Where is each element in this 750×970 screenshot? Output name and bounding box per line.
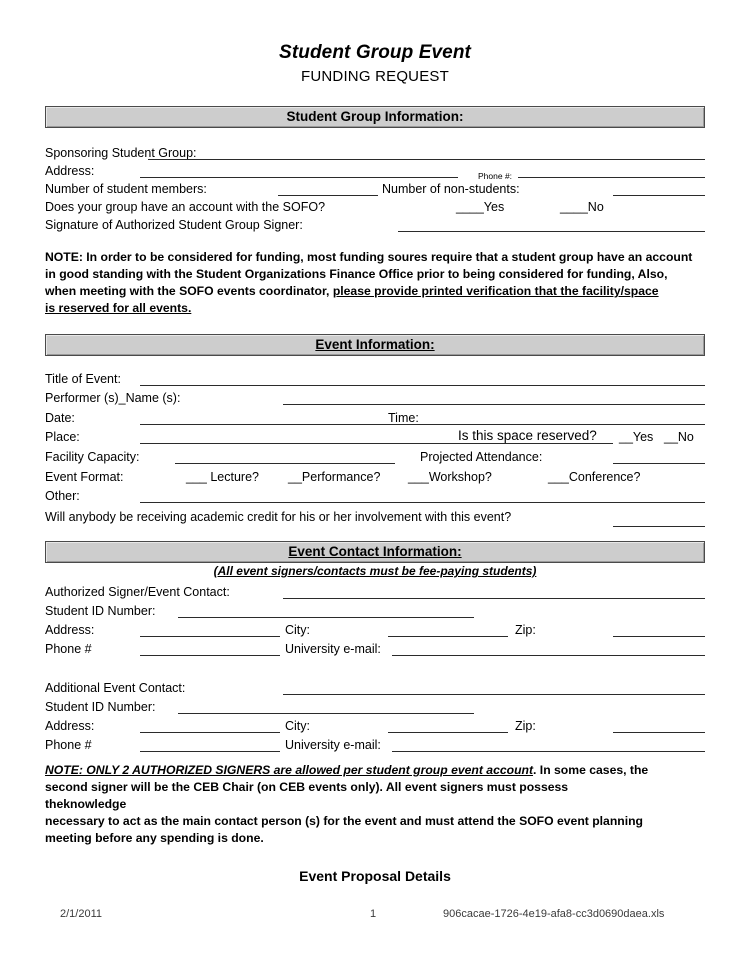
field-primary-student-id[interactable] — [178, 617, 474, 618]
note-funding-requirements — [45, 249, 705, 317]
field-address[interactable] — [140, 177, 458, 178]
note-signers-line-5: meeting before any spending is done. — [45, 831, 264, 845]
field-other[interactable] — [140, 502, 705, 503]
note-funding-line-3-plain: when meeting with the SOFO events coordinator, — [45, 284, 333, 298]
field-number-of-student-members[interactable] — [278, 195, 378, 196]
field-additional-zip[interactable] — [613, 732, 705, 733]
label-date: Date: — [45, 411, 75, 425]
field-sponsoring-student-group[interactable] — [148, 159, 705, 160]
label-primary-university-email: University e-mail: — [285, 642, 381, 656]
note-signers-line-3: theknowledge — [45, 797, 127, 811]
label-additional-zip: Zip: — [515, 719, 536, 733]
note-funding-line-1: NOTE: In order to be considered for funding, most funding soures require that a student group have an account — [45, 250, 693, 264]
page-subtitle: FUNDING REQUEST — [300, 68, 449, 85]
label-address: Address: — [45, 164, 95, 178]
note-funding-line-4-underlined: is reserved for all events. — [45, 301, 192, 315]
label-number-of-non-students: Number of non-students: — [382, 182, 520, 196]
field-date[interactable] — [140, 424, 705, 425]
label-primary-address: Address: — [45, 623, 95, 637]
label-authorized-signer-event-contact: Authorized Signer/Event Contact: — [45, 585, 230, 599]
label-event-format: Event Format: — [45, 470, 124, 484]
field-number-of-non-students[interactable] — [613, 195, 705, 196]
label-additional-city: City: — [285, 719, 310, 733]
section-header-student-group-information — [45, 106, 705, 128]
label-primary-phone: Phone # — [45, 642, 92, 656]
label-place: Place: — [45, 430, 80, 444]
label-facility-capacity: Facility Capacity: — [45, 450, 140, 464]
label-additional-phone: Phone # — [45, 738, 92, 752]
note-signers-line-2: second signer will be the CEB Chair (on CEB events only). All event signers must possess — [45, 780, 569, 794]
footer-date: 2/1/2011 — [60, 908, 103, 920]
option-sofo-account-no[interactable]: ____No — [560, 200, 604, 214]
page-title: Student Group Event — [279, 42, 471, 63]
field-facility-capacity[interactable] — [175, 463, 395, 464]
label-other: Other: — [45, 489, 80, 503]
label-sofo-account-question: Does your group have an account with the SOFO? — [45, 200, 326, 214]
field-primary-address[interactable] — [140, 636, 280, 637]
note-funding-line-3-underlined: please provide printed verification that the facility/space — [332, 284, 659, 298]
note-signers-line-4: necessary to act as the main contact person (s) for the event and must attend the SOFO event planning — [45, 814, 643, 828]
section-subtitle-fee-paying-students — [0, 564, 750, 578]
option-sofo-account-yes[interactable]: ____Yes — [456, 200, 505, 214]
bottom-heading-event-proposal-details: Event Proposal Details — [299, 868, 451, 884]
label-space-reserved-question: Is this space reserved? — [458, 428, 597, 443]
field-additional-phone[interactable] — [140, 751, 280, 752]
note-funding-line-2: in good standing with the Student Organizations Finance Office prior to being considered for funding, Also, — [45, 267, 668, 281]
section-header-event-information-label: Event Information: — [315, 337, 435, 352]
note-signers-line-1-underlined: NOTE: ONLY 2 AUTHORIZED SIGNERS are allowed per student group event account — [45, 763, 534, 777]
section-header-student-group-information-label: Student Group Information: — [286, 109, 464, 124]
field-additional-address[interactable] — [140, 732, 280, 733]
section-header-event-information — [45, 334, 705, 356]
field-performer-names[interactable] — [283, 404, 705, 405]
note-authorized-signers — [45, 762, 710, 847]
field-academic-credit[interactable] — [613, 526, 705, 527]
label-primary-zip: Zip: — [515, 623, 536, 637]
field-phone[interactable] — [518, 177, 705, 178]
label-primary-city: City: — [285, 623, 310, 637]
field-place[interactable] — [140, 443, 613, 444]
label-sponsoring-student-group: Sponsoring Student Group: — [45, 146, 197, 160]
label-additional-address: Address: — [45, 719, 95, 733]
label-projected-attendance: Projected Attendance: — [420, 450, 543, 464]
note-signers-line-1-plain: . In some cases, the — [533, 763, 649, 777]
option-format-performance[interactable]: __Performance? — [288, 470, 381, 484]
option-space-reserved-no[interactable]: __No — [664, 430, 694, 444]
field-additional-university-email[interactable] — [392, 751, 705, 752]
footer-page-number: 1 — [370, 908, 377, 920]
label-additional-student-id: Student ID Number: — [45, 700, 156, 714]
label-signature-authorized-signer: Signature of Authorized Student Group Signer: — [45, 218, 303, 232]
note-signers-line-1 — [45, 762, 710, 779]
note-funding-line-4 — [45, 300, 705, 317]
section-header-event-contact-information — [45, 541, 705, 563]
field-projected-attendance[interactable] — [613, 463, 705, 464]
field-additional-event-contact[interactable] — [283, 694, 705, 695]
option-format-lecture[interactable]: ___ Lecture? — [186, 470, 259, 484]
label-phone: Phone #: — [478, 171, 513, 181]
label-academic-credit-question: Will anybody be receiving academic credit for his or her involvement with this event? — [45, 510, 512, 524]
field-primary-university-email[interactable] — [392, 655, 705, 656]
option-space-reserved-yes[interactable]: __Yes — [619, 430, 654, 444]
label-number-of-student-members: Number of student members: — [45, 182, 207, 196]
note-funding-line-3 — [45, 283, 705, 300]
label-additional-event-contact: Additional Event Contact: — [45, 681, 186, 695]
field-additional-city[interactable] — [388, 732, 508, 733]
section-header-event-contact-information-label: Event Contact Information: — [288, 544, 462, 559]
field-authorized-signer-event-contact[interactable] — [283, 598, 705, 599]
footer-filename: 906cacae-1726-4e19-afa8-cc3d0690daea.xls — [443, 908, 665, 920]
label-time: Time: — [388, 411, 419, 425]
section-subtitle-fee-paying-students-label: (All event signers/contacts must be fee-paying students) — [213, 564, 537, 578]
field-title-of-event[interactable] — [140, 385, 705, 386]
field-signature-authorized-signer[interactable] — [398, 231, 705, 232]
label-additional-university-email: University e-mail: — [285, 738, 381, 752]
label-title-of-event: Title of Event: — [45, 372, 121, 386]
label-performer-names: Performer (s)_Name (s): — [45, 391, 181, 405]
field-primary-zip[interactable] — [613, 636, 705, 637]
option-format-conference[interactable]: ___Conference? — [548, 470, 641, 484]
field-additional-student-id[interactable] — [178, 713, 474, 714]
field-primary-city[interactable] — [388, 636, 508, 637]
option-format-workshop[interactable]: ___Workshop? — [408, 470, 492, 484]
field-primary-phone[interactable] — [140, 655, 280, 656]
label-primary-student-id: Student ID Number: — [45, 604, 156, 618]
